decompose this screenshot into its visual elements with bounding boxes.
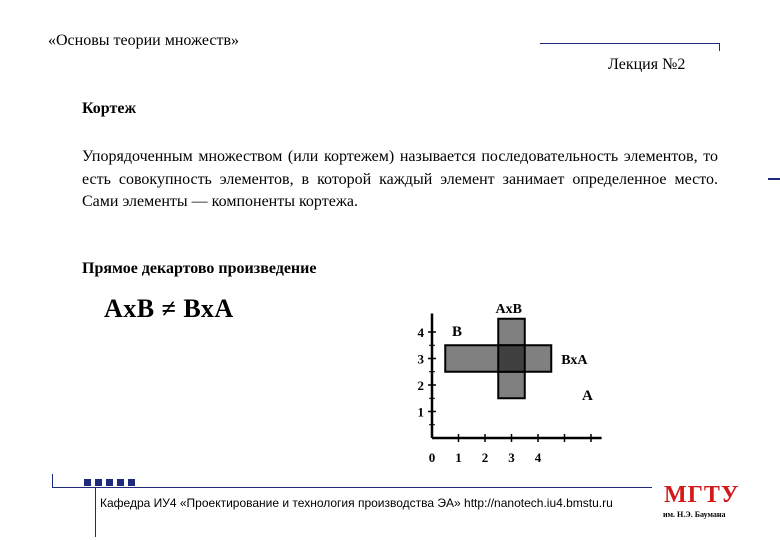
section-heading-tuple: Кортеж bbox=[82, 100, 137, 117]
y-tick-label: 3 bbox=[417, 351, 424, 367]
tuple-definition: Упорядоченным множеством (или кортежем) называется последовательность элементов, то есть совокупность элементов, в которой каждый элемент занимает определенное место. Сами элементы — компоненты кортежа. bbox=[82, 148, 718, 210]
x-tick-label: 1 bbox=[455, 450, 462, 465]
margin-tick bbox=[768, 178, 780, 180]
product-inequality-formula: АхВ ≠ ВхА bbox=[104, 294, 234, 323]
section-heading-cartesian: Прямое декартово произведение bbox=[82, 260, 317, 277]
course-title: «Основы теории множеств» bbox=[48, 32, 240, 49]
y-tick-label: 4 bbox=[417, 325, 424, 340]
y-tick-label: 1 bbox=[417, 404, 424, 420]
y-axis-label: B bbox=[452, 324, 463, 340]
x-tick-label: 4 bbox=[534, 450, 542, 465]
footer-rule bbox=[52, 487, 652, 488]
region-label-bxa: ВхА bbox=[561, 352, 588, 368]
x-tick-label: 2 bbox=[481, 450, 489, 465]
x-tick-label: 3 bbox=[508, 450, 515, 465]
region-overlap bbox=[498, 345, 525, 372]
x-axis-label: A bbox=[582, 388, 593, 404]
cartesian-product-diagram bbox=[410, 272, 620, 468]
header-rule bbox=[540, 43, 720, 44]
mgtu-logo: МГТУ bbox=[664, 482, 740, 508]
footer-decoration bbox=[84, 479, 135, 486]
y-tick-label: 2 bbox=[417, 378, 424, 393]
lecture-label: Лекция №2 bbox=[608, 56, 686, 73]
x-tick-label: 0 bbox=[428, 450, 436, 465]
footer-department: Кафедра ИУ4 «Проектирование и технология производства ЭА» http://nanotech.iu4.bmstu.ru bbox=[100, 496, 613, 510]
mgtu-logo-subtitle: им. Н.Э. Баумана bbox=[663, 510, 726, 519]
header-rule-tick bbox=[719, 43, 720, 51]
footer-rule-left bbox=[52, 474, 53, 488]
footer-rule-vertical bbox=[95, 487, 96, 537]
region-label-axb: АхВ bbox=[495, 301, 522, 317]
